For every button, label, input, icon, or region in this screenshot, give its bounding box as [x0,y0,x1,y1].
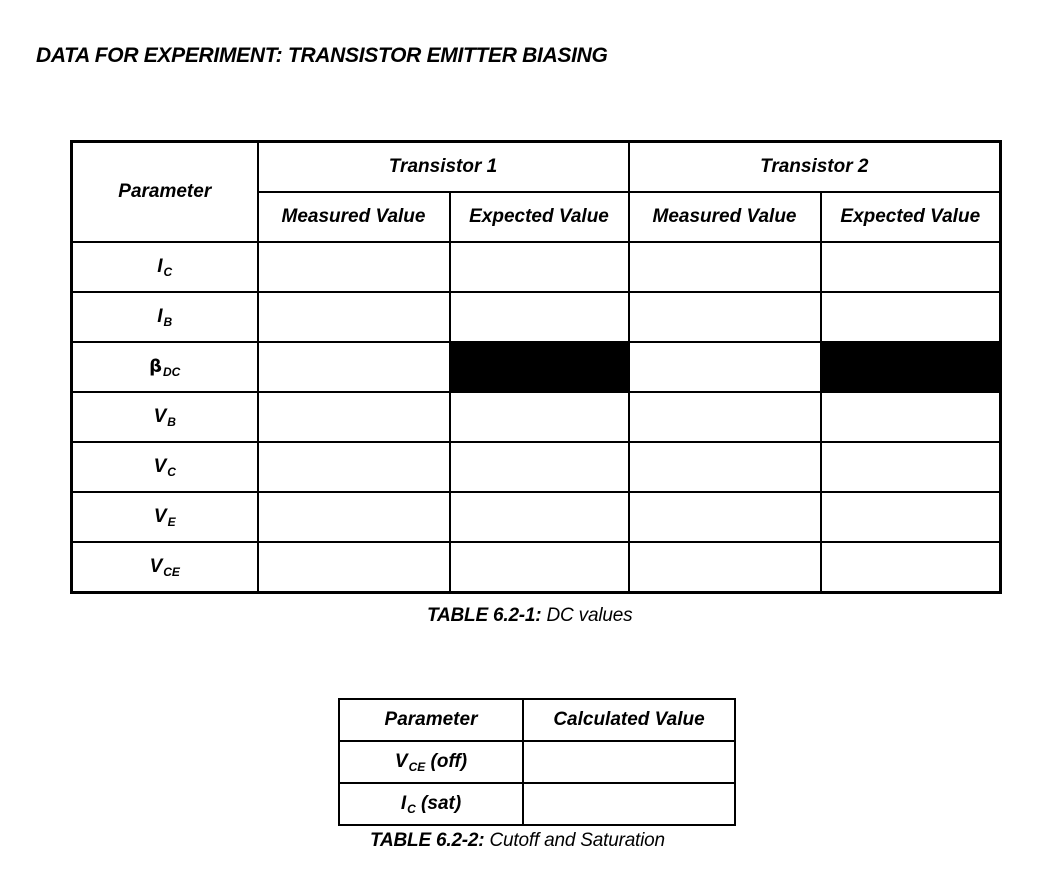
row-label-ib: $I_B$ [72,292,258,342]
cell-t2-expected[interactable] [821,292,1001,342]
calculated-value-header: Calculated Value [523,699,735,741]
cell-t2-measured[interactable] [629,492,821,542]
table-row [72,392,1001,442]
row-label-ve: $V_E$ [72,492,258,542]
cell-calculated-value[interactable] [523,741,735,783]
table-row [72,542,1001,593]
cell-t2-expected[interactable] [821,492,1001,542]
cell-t1-expected[interactable] [450,442,629,492]
cell-t2-expected[interactable] [821,242,1001,292]
blacked-out-cell [821,342,1001,392]
cell-t1-measured[interactable] [258,492,450,542]
cell-t1-expected[interactable] [450,492,629,542]
row-label-beta-dc: $\beta_{DC}$ [72,342,258,392]
cell-calculated-value[interactable] [523,783,735,825]
table-2-caption: TABLE 6.2-2: Cutoff and Saturation [370,830,665,851]
blacked-out-cell [450,342,629,392]
page-title: DATA FOR EXPERIMENT: TRANSISTOR EMITTER BIASING [36,44,608,67]
transistor-1-header: Transistor 1 [258,142,629,193]
transistor-2-header: Transistor 2 [629,142,1001,193]
cutoff-saturation-table [338,698,736,826]
row-label-ic-sat: $I_C$ (sat) [339,783,523,825]
cell-t2-measured[interactable] [629,442,821,492]
cell-t2-measured[interactable] [629,342,821,392]
table-row [72,492,1001,542]
row-label-vc: $V_C$ [72,442,258,492]
table-row [339,741,735,783]
cell-t1-measured[interactable] [258,442,450,492]
row-label-vce: $V_{CE}$ [72,542,258,593]
dc-values-table [70,140,1002,594]
t1-expected-header: Expected Value [450,192,629,242]
table-row [72,342,1001,392]
table-row [72,442,1001,492]
row-label-ic: $I_C$ [72,242,258,292]
cell-t2-expected[interactable] [821,392,1001,442]
cell-t1-measured[interactable] [258,242,450,292]
cell-t2-measured[interactable] [629,542,821,593]
table-row [72,242,1001,292]
cell-t1-measured[interactable] [258,342,450,392]
table-row [339,783,735,825]
parameter-header: Parameter [72,142,258,243]
cell-t1-measured[interactable] [258,542,450,593]
parameter-header: Parameter [339,699,523,741]
cell-t2-measured[interactable] [629,242,821,292]
cell-t2-measured[interactable] [629,392,821,442]
table-row [72,292,1001,342]
t2-measured-header: Measured Value [629,192,821,242]
cell-t2-measured[interactable] [629,292,821,342]
t2-expected-header: Expected Value [821,192,1001,242]
cell-t1-expected[interactable] [450,542,629,593]
cell-t2-expected[interactable] [821,542,1001,593]
table-1-caption: TABLE 6.2-1: DC values [427,605,633,626]
cell-t1-expected[interactable] [450,392,629,442]
t1-measured-header: Measured Value [258,192,450,242]
cell-t1-measured[interactable] [258,392,450,442]
row-label-vb: $V_B$ [72,392,258,442]
row-label-vce-off: $V_{CE}$ (off) [339,741,523,783]
cell-t1-expected[interactable] [450,242,629,292]
cell-t1-expected[interactable] [450,292,629,342]
cell-t2-expected[interactable] [821,442,1001,492]
cell-t1-measured[interactable] [258,292,450,342]
